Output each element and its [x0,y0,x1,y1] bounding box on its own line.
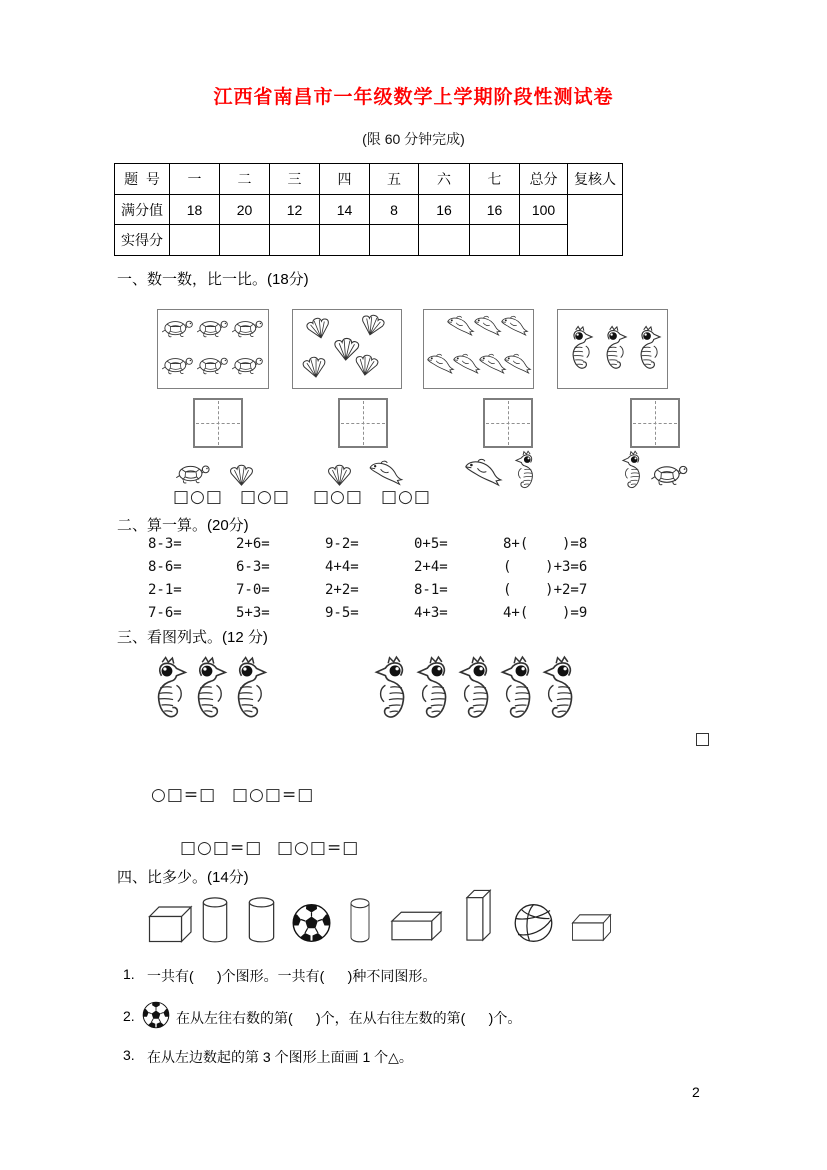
header-q7: 七 [470,164,520,195]
equation-template: □○□=□ [232,785,315,805]
score-table [114,163,757,256]
writing-grid [630,398,680,448]
equation-cell: 8-1= [414,582,448,598]
seahorse-icon [372,655,414,721]
dolphin-icon [463,458,505,486]
soccer-ball-icon [142,1001,170,1029]
equation-cell: 0+5= [414,536,448,552]
equation-cell: 2+4= [414,559,448,575]
header-reviewer: 复核人 [568,164,623,195]
seahorse-group-left [150,655,268,721]
full-score-cell: 18 [170,195,220,225]
equation-cell: 4+( )=9 [503,605,588,621]
equation-cell: 8+( )=8 [503,536,588,552]
equation-cell: 7-0= [236,582,270,598]
actual-score-cell [470,225,520,256]
turtle-icon [650,463,690,487]
cube-icon [145,905,193,943]
header-total: 总分 [520,164,568,195]
dolphin-icon [446,314,476,337]
seahorse-icon [230,655,268,721]
time-limit-note: (限 60 分钟完成) [362,131,465,147]
equation-cell: 9-2= [325,536,359,552]
shell-icon [298,353,332,380]
equation-template: □○□=□ [277,838,360,858]
equation-cell: 2+6= [236,536,270,552]
full-score-cell: 12 [270,195,320,225]
section1-heading: 一、数一数，比一比。(18分) [117,271,309,288]
full-score-row [115,195,757,225]
actual-score-cell [419,225,470,256]
equation-cell: 9-5= [325,605,359,621]
full-score-cell: 8 [370,195,419,225]
equation-cell: 8-6= [148,559,182,575]
full-score-cell: 100 [520,195,568,225]
cylinder-icon [350,898,370,943]
question-number: 1. [123,966,135,982]
cylinder-icon [248,897,275,943]
equation-cell: ( )+3=6 [503,559,588,575]
turtle-icon [196,355,230,376]
seahorse-icon [540,655,582,721]
equation-template: ○□=□ [151,785,217,805]
seahorse-icon [620,450,646,490]
turtle-icon [231,318,265,339]
turtle-icon [161,318,195,339]
seahorse-icon [601,325,628,371]
count-box-dolphins [423,309,534,389]
compare-symbols: □○□ [173,487,223,507]
full-score-cell: 14 [320,195,370,225]
seahorse-icon [567,325,594,371]
seahorse-icon [498,655,540,721]
count-box-turtles [157,309,269,389]
actual-score-cell [320,225,370,256]
section2-heading: 二、算一算。(20分) [117,517,249,534]
header-q3: 三 [270,164,320,195]
count-box-shells [292,309,402,389]
header-q4: 四 [320,164,370,195]
dolphin-icon [368,459,405,486]
header-q6: 六 [419,164,470,195]
cylinder-icon [202,897,228,943]
writing-grid [193,398,243,448]
answer-box [696,733,709,746]
seahorse-icon [513,450,539,490]
seahorse-icon [414,655,456,721]
question-number: 3. [123,1047,135,1063]
question-text: 在从左边数起的第 3 个图形上面画 1 个△。 [147,1049,413,1065]
equation-cell: 7-6= [148,605,182,621]
reviewer-blank-cell [568,195,623,256]
page-title: 江西省南昌市一年级数学上学期阶段性测试卷 [213,87,614,108]
count-box-seahorses [557,309,668,389]
header-q5: 五 [370,164,419,195]
turtle-icon [175,463,212,485]
turtle-icon [196,318,230,339]
seahorse-group-right [372,655,582,721]
seahorse-icon [456,655,498,721]
cuboid-tall-icon [465,888,492,943]
compare-symbols: □○□ [313,487,363,507]
full-score-cell: 16 [419,195,470,225]
turtle-icon [231,355,265,376]
question-text: 一共有( )个图形。一共有( )种不同图形。 [147,968,437,984]
page-number: 2 [692,1084,700,1100]
full-score-cell: 20 [220,195,270,225]
header-q1: 一 [170,164,220,195]
actual-score-label: 实得分 [115,225,170,256]
full-score-cell: 16 [470,195,520,225]
shell-icon [225,463,258,486]
dolphin-icon [473,314,503,337]
equation-template: □○□=□ [180,838,263,858]
equation-cell: 8-3= [148,536,182,552]
actual-score-cell [270,225,320,256]
cuboid-icon [571,913,612,942]
actual-score-row [115,225,757,256]
equation-cell: 4+3= [414,605,448,621]
header-q2: 二 [220,164,270,195]
soccer-ball-icon [291,903,332,943]
seahorse-icon [150,655,188,721]
full-score-label: 满分值 [115,195,170,225]
actual-score-cell [370,225,419,256]
equation-cell: 5+3= [236,605,270,621]
equation-cell: 4+4= [325,559,359,575]
header-question-no: 题 号 [115,164,170,195]
dolphin-icon [500,314,530,337]
volleyball-icon [513,903,554,943]
equation-cell: ( )+2=7 [503,582,588,598]
shell-icon [323,463,356,486]
shell-icon [355,310,391,340]
compare-symbols: □○□ [240,487,290,507]
shell-icon [349,351,383,379]
cuboid-icon [390,910,443,942]
compare-symbols: □○□ [381,487,431,507]
seahorse-icon [190,655,228,721]
actual-score-cell [520,225,568,256]
actual-score-cell [220,225,270,256]
writing-grid [338,398,388,448]
question-number: 2. [123,1008,135,1024]
writing-grid [483,398,533,448]
seahorse-icon [635,325,662,371]
equation-cell: 6-3= [236,559,270,575]
score-table-header-row [115,164,757,195]
actual-score-cell [170,225,220,256]
section4-heading: 四、比多少。(14分) [117,869,249,886]
section3-heading: 三、看图列式。(12 分) [117,629,268,646]
turtle-icon [161,355,195,376]
dolphin-icon [503,352,533,375]
equation-cell: 2+2= [325,582,359,598]
question-text: 在从左往右数的第( )个，在从右往左数的第( )个。 [176,1010,522,1026]
equation-cell: 2-1= [148,582,182,598]
